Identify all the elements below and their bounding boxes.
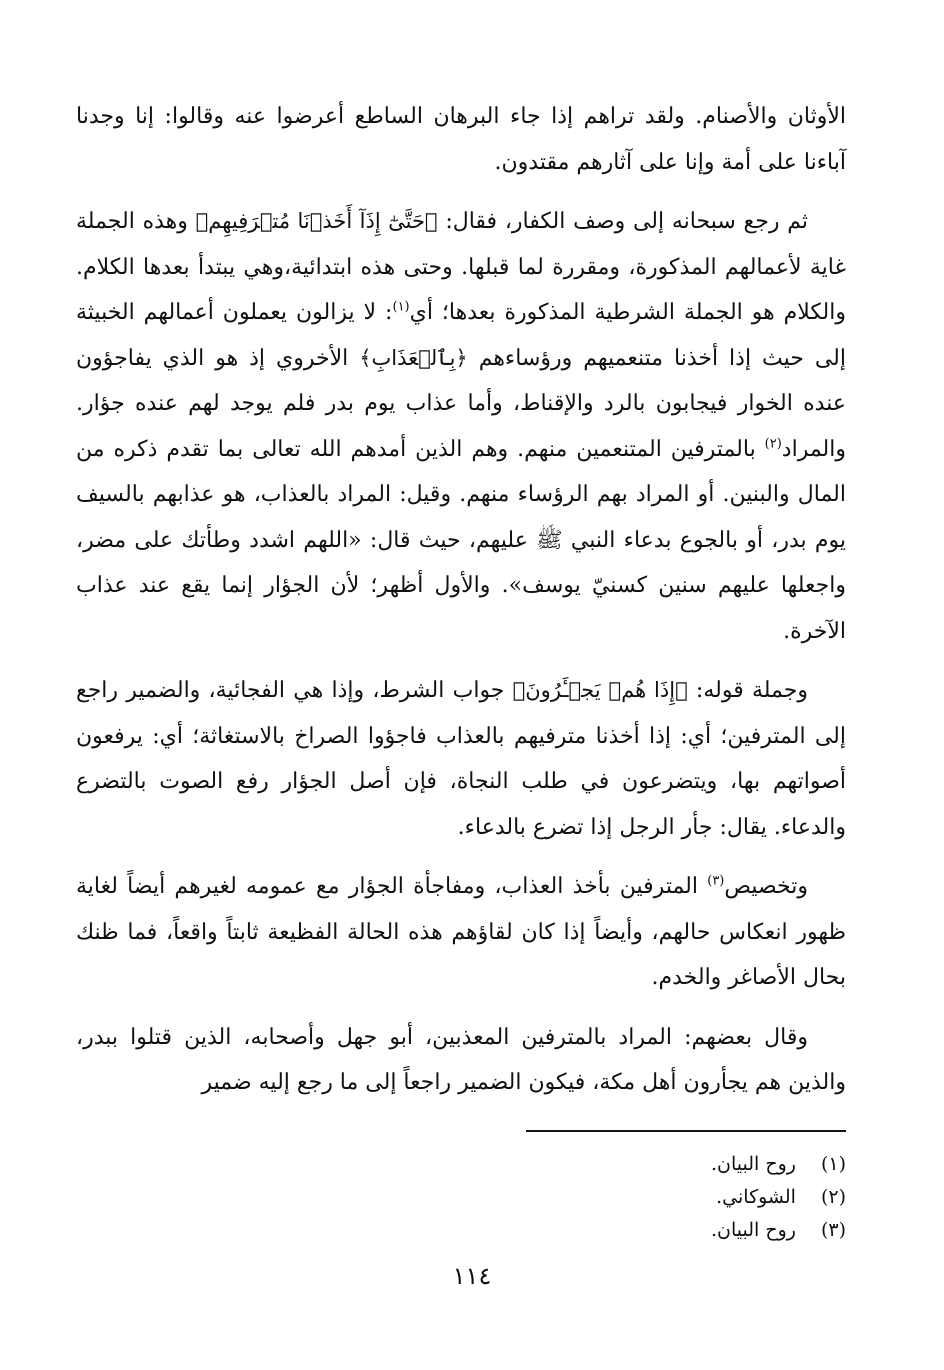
footnote-reference: (١)	[392, 299, 410, 315]
paragraph	[76, 864, 846, 1001]
footnote-separator	[526, 1130, 846, 1132]
paragraph-text: ثم رجع سبحانه إلى وصف الكفار، فقال:	[437, 209, 809, 234]
page-number: ١١٤	[452, 1262, 492, 1290]
footnote-text: روح البيان.	[710, 1153, 796, 1175]
paragraph-text: وهذه الجملة غاية لأعمالهم المذكورة، ومقررة لما قبلها. وحتى هذه ابتدائية،وهي يبتدأ بعدها الكلام. والكلام هو الجملة الشرطية المذكورة بعدها؛ أي	[76, 209, 846, 325]
paragraph-text: وجملة قوله:	[687, 678, 808, 703]
footnote-number: (١)	[820, 1153, 846, 1175]
footnote	[500, 1181, 846, 1214]
paragraph-text: وقال بعضهم: المراد بالمترفين المعذبين، أبو جهل وأصحابه، الذين قتلوا ببدر، والذين هم يجأرون أهل مكة، فيكون الضمير راجعاً إلى ما رجع إليه ضمير	[76, 1024, 846, 1095]
paragraph-text: الأوثان والأصنام. ولقد تراهم إذا جاء البرهان الساطع أعرضوا عنه وقالوا: إنا وجدنا آباءنا على أمة وإنا على آثارهم مقتدون.	[76, 104, 846, 175]
paragraph-text: جواب الشرط، وإذا هي الفجائية، والضمير راجع إلى المترفين؛ أي: إذا أخذنا مترفيهم بالعذاب فاجؤوا الصراخ بالاستغاثة؛ أي: يرفعون أصواتهم بها، ويتضرعون في طلب النجاة، فإن أصل الجؤار رفع الصوت بالتضرع والدعاء. يقال: جأر الرجل إذا تضرع بالدعاء.	[76, 678, 846, 840]
paragraph	[76, 94, 846, 185]
footnotes-list	[500, 1148, 846, 1247]
footnote-text: روح البيان.	[710, 1219, 796, 1241]
footnote	[500, 1148, 846, 1181]
paragraph-text: بالمترفين المتنعمين منهم. وهم الذين أمدهم الله تعالى بما تقدم ذكره من المال والبنين. أو المراد بهم الرؤساء منهم. وقيل: المراد بالعذاب، هو عذابهم بالسيف يوم بدر، أو بالجوع بدعاء النبي ﷺ عليهم، حيث قال: «اللهم اشدد وطأتك على مضر، واجعلها عليهم سنين كسنيّ يوسف». والأول أظهر؛ لأن الجؤار إنما يقع عند عذاب الآخرة.	[76, 436, 846, 644]
footnote-reference: (٢)	[764, 436, 782, 452]
footnote-reference: (٣)	[707, 873, 725, 889]
paragraph-text: الأخروي إذ هو الذي يفاجؤون عنده الخوار فيجابون بالرد والإقناط، وأما عذاب يوم بدر فلم يوجد لهم عنده جؤار. والمراد	[76, 345, 846, 462]
quran-quote: ﴿حَتَّىٰٓ إِذَآ أَخَذۡنَا مُتۡرَفِيهِم﴾	[195, 209, 438, 233]
quran-quote: ﴿إِذَا هُمۡ يَجۡـَٔرُونَ﴾	[512, 678, 688, 702]
footnote-text: الشوكاني.	[716, 1186, 796, 1208]
page-body	[76, 94, 846, 1106]
footnote-number: (٣)	[820, 1219, 846, 1241]
paragraph	[76, 1015, 846, 1106]
quran-quote: ﴿بِٱلۡعَذَابِ﴾	[359, 345, 468, 370]
paragraph-text: وتخصيص	[724, 874, 808, 899]
footnote-number: (٢)	[820, 1186, 846, 1208]
paragraph	[76, 199, 846, 654]
paragraph-text: المترفين بأخذ العذاب، ومفاجأة الجؤار مع عمومه لغيرهم أيضاً لغاية ظهور انعكاس حالهم، وأيضاً إذا كان لقاؤهم هذه الحالة الفظيعة ثابتاً واقعاً، فما ظنك بحال الأصاغر والخدم.	[76, 874, 846, 990]
paragraph	[76, 668, 846, 850]
paragraph-text: : لا يزالون يعملون أعمالهم الخبيثة إلى حيث إذا أخذنا متنعميهم ورؤساءهم	[76, 300, 846, 371]
footnote	[500, 1214, 846, 1247]
